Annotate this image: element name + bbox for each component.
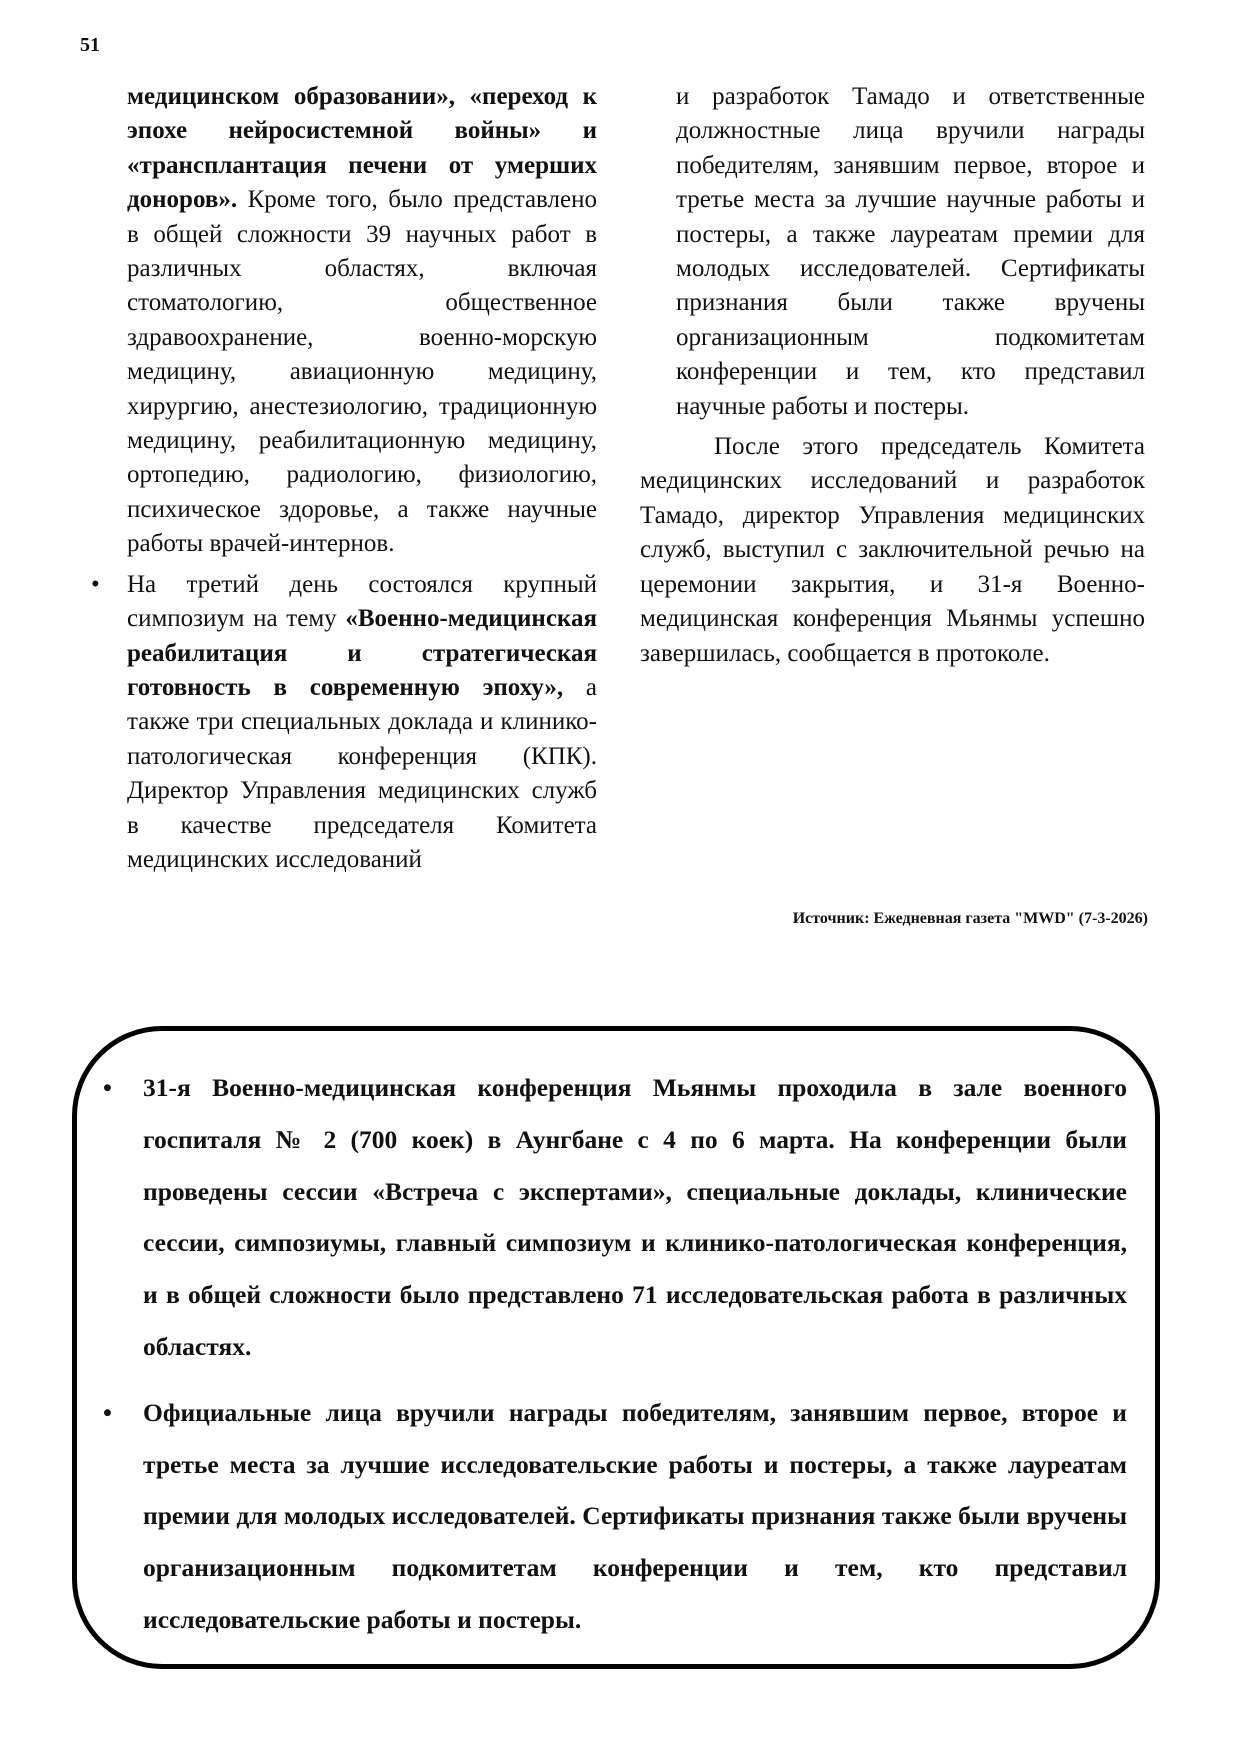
right-column — [640, 80, 1145, 671]
bullet-icon: • — [103, 1073, 112, 1102]
intro-bold-text: медицинском образовании», «переход к эпохе нейросистемной войны» и «трансплантация печени от умерших доноров». — [127, 83, 597, 214]
intro-text: Кроме того, было представлено в общей сложности 39 научных работ в различных областях, включая стоматологию, общественное здравоохранение, военно-морскую медицину, авиационную медицину, хирургию, анестезиологию, традиционную медицину, реабилитационную медицину, ортопедию, радиологию, физиологию, психическое здоровье, а также научные работы врачей-интернов. — [127, 186, 597, 558]
summary-item — [103, 1062, 1127, 1373]
summary-item — [103, 1387, 1127, 1646]
bullet-icon: • — [103, 1397, 112, 1427]
summary-list — [103, 1062, 1127, 1660]
page-number: 51 — [80, 34, 100, 56]
bullet-icon: • — [91, 570, 100, 598]
closing-paragraph: После этого председатель Комитета медицинских исследований и разработок Тамадо, директор Управления медицинских служб, выступил с заключительной речью на церемонии закрытия, и 31-я Военно-медицинская конференция Мьянмы успешно завершилась, сообщается в протоколе. — [640, 433, 1145, 667]
bullet-text-after: а также три специальных доклада и клинико-патологическая конференция (КПК). Директор Управления медицинских служб в качестве председателя Комитета медицинских исследований — [127, 673, 597, 873]
continuation-paragraph: и разработок Тамадо и ответственные должностные лица вручили награды победителям, занявшим первое, второе и третье места за лучшие научные работы и постеры, а также лауреатам премии для молодых исследователей. Сертификаты признания были также вручены организационным подкомитетам конференции и тем, кто представил научные работы и постеры. — [676, 83, 1145, 420]
intro-paragraph — [127, 80, 597, 562]
summary-item-text: Официальные лица вручили награды победителям, занявшим первое, второе и третье места за лучшие исследовательские работы и постеры, а также лауреатам премии для молодых исследователей. Сертификаты признания также были вручены организационным подкомитетам конференции и тем, кто представил исследовательские работы и постеры. — [143, 1397, 1127, 1634]
list-item — [91, 568, 597, 878]
source-citation: Источник: Ежедневная газета "MWD" (7-3-2026) — [792, 910, 1148, 927]
left-column — [91, 80, 597, 877]
symposium-title: «Военно-медицинская реабилитация и стратегическая готовность в современную эпоху», — [127, 605, 597, 701]
bullet-text-before: На третий день состоялся крупный симпозиум на тему — [127, 570, 597, 633]
summary-item-text: 31-я Военно-медицинская конференция Мьянмы проходила в зале военного госпиталя № 2 (700 коек) в Аунгбане с 4 по 6 марта. На конференции были проведены сессии «Встреча с экспертами», специальные доклады, клинические сессии, симпозиумы, главный симпозиум и клинико-патологическая конференция, и в общей сложности было представлено 71 исследовательская работа в различных областях. — [143, 1073, 1127, 1361]
